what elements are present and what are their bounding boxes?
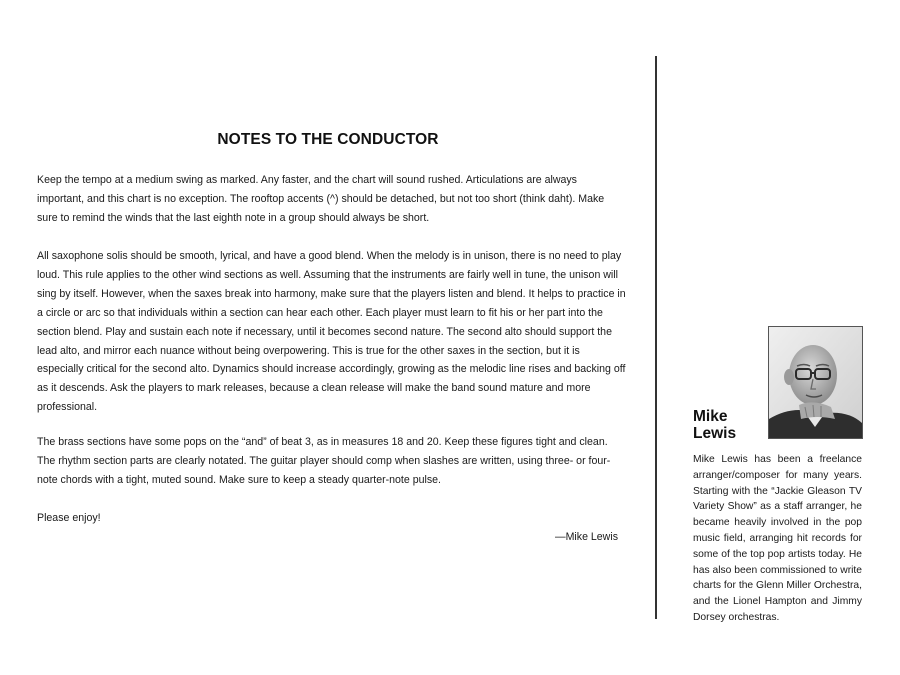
- paragraph-tempo: Keep the tempo at a medium swing as marked. Any faster, and the chart will sound rushed. Articulations are always important, and this chart is no exception. The rooftop accents (^) should be detached, but not too short (think daht). Make sure to remind the winds that the last eighth note in a group should always be short.: [37, 174, 605, 224]
- author-photo: [768, 326, 863, 439]
- portrait-image: [769, 327, 862, 438]
- column-divider: [655, 56, 657, 619]
- page-title: NOTES TO THE CONDUCTOR: [217, 131, 439, 148]
- paragraph-brass-rhythm: The brass sections have some pops on the “and” of beat 3, as in measures 18 and 20. Keep these figures tight and clean. The rhythm section parts are clearly notated. The guitar player should comp when slashes are written, using three- or four-note chords with a tight, muted sound. Make sure to keep a steady quarter-note pulse.: [37, 436, 611, 486]
- signature: —Mike Lewis: [555, 531, 618, 543]
- author-name: [693, 409, 736, 442]
- paragraph-closing: Please enjoy!: [37, 512, 101, 524]
- author-last-name: Lewis: [693, 424, 737, 442]
- author-first-name: Mike: [693, 408, 728, 425]
- paragraph-saxophone: All saxophone solis should be smooth, lyrical, and have a good blend. When the melody is in unison, there is no need to play loud. This rule applies to the other wind sections as well. Assuming that the instruments are fairly well in tune, the unison will sing by itself. However, when the saxes break into harmony, make sure that the players listen and blend. It helps to practice in a circle or arc so that individuals within a section can hear each other. Each player must learn to fit his or her part into the section blend. Play and sustain each note if necessary, until it becomes second nature. The second alto should support the lead alto, and mirror each nuance without being overpowering. This is true for the other saxes in the section, but it is especially critical for the second alto. Dynamics should increase accordingly, growing as the melodic line rises and backing off as it descends. Ask the players to mark releases, because a clean release will make the band sound mature and more professional.: [37, 250, 626, 414]
- author-bio: Mike Lewis has been a freelance arranger/composer for many years. Starting with the “Jackie Gleason TV Variety Show” as a staff arranger, he became heavily involved in the pop music field, arranging hit records for some of the top pop artists today. He has also been commissioned to write charts for the Glenn Miller Orchestra, and the Lionel Hampton and Jimmy Dorsey orchestras.: [693, 454, 862, 623]
